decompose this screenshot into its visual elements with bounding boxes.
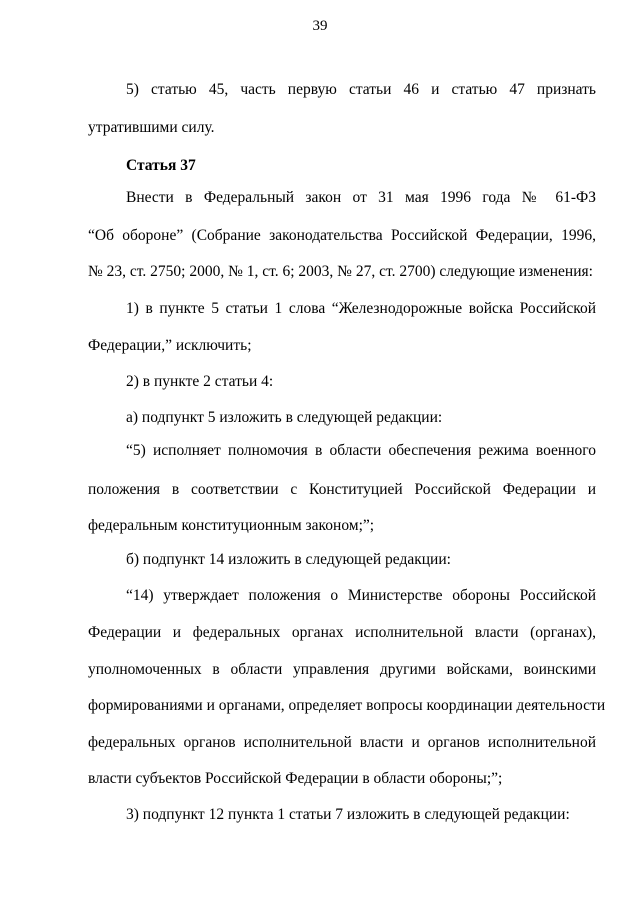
paragraph-line: а) подпункт 5 изложить в следующей редакции: (126, 409, 443, 426)
paragraph-line: Федерации,” исключить; (88, 337, 252, 354)
paragraph-line: 5) статью 45, часть первую статьи 46 и статью 47 признать (126, 81, 596, 98)
paragraph-line: “5) исполняет полномочия в области обеспечения режима военного (126, 442, 596, 459)
paragraph-line: уполномоченных в области управления другими войсками, воинскими (88, 661, 596, 678)
page-number: 39 (312, 18, 328, 34)
paragraph-line: “Об обороне” (Собрание законодательства Российской Федерации, 1996, (88, 227, 596, 244)
paragraph-line: положения в соответствии с Конституцией Российской Федерации и (88, 481, 596, 498)
paragraph-line: 1) в пункте 5 статьи 1 слова “Железнодорожные войска Российской (126, 300, 596, 317)
article-heading: Статья 37 (126, 157, 196, 174)
paragraph-line: Федерации и федеральных органах исполнительной власти (органах), (88, 624, 596, 641)
paragraph-line: Внести в Федеральный закон от 31 мая 1996 года № 61-ФЗ (126, 189, 596, 206)
paragraph-line: б) подпункт 14 изложить в следующей редакции: (126, 551, 451, 568)
paragraph-line: федеральных органов исполнительной власти и органов исполнительной (88, 734, 596, 751)
paragraph-line: власти субъектов Российской Федерации в области обороны;”; (88, 770, 503, 787)
paragraph-line: утратившими силу. (88, 119, 215, 136)
paragraph-line: 3) подпункт 12 пункта 1 статьи 7 изложить в следующей редакции: (126, 806, 570, 823)
paragraph-line: № 23, ст. 2750; 2000, № 1, ст. 6; 2003, № 27, ст. 2700) следующие изменения: (88, 263, 593, 280)
paragraph-line: “14) утверждает положения о Министерстве обороны Российской (126, 587, 596, 604)
paragraph-line: 2) в пункте 2 статьи 4: (126, 373, 274, 390)
paragraph-line: формированиями и органами, определяет вопросы координации деятельности (88, 697, 606, 714)
paragraph-line: федеральным конституционным законом;”; (88, 517, 375, 534)
